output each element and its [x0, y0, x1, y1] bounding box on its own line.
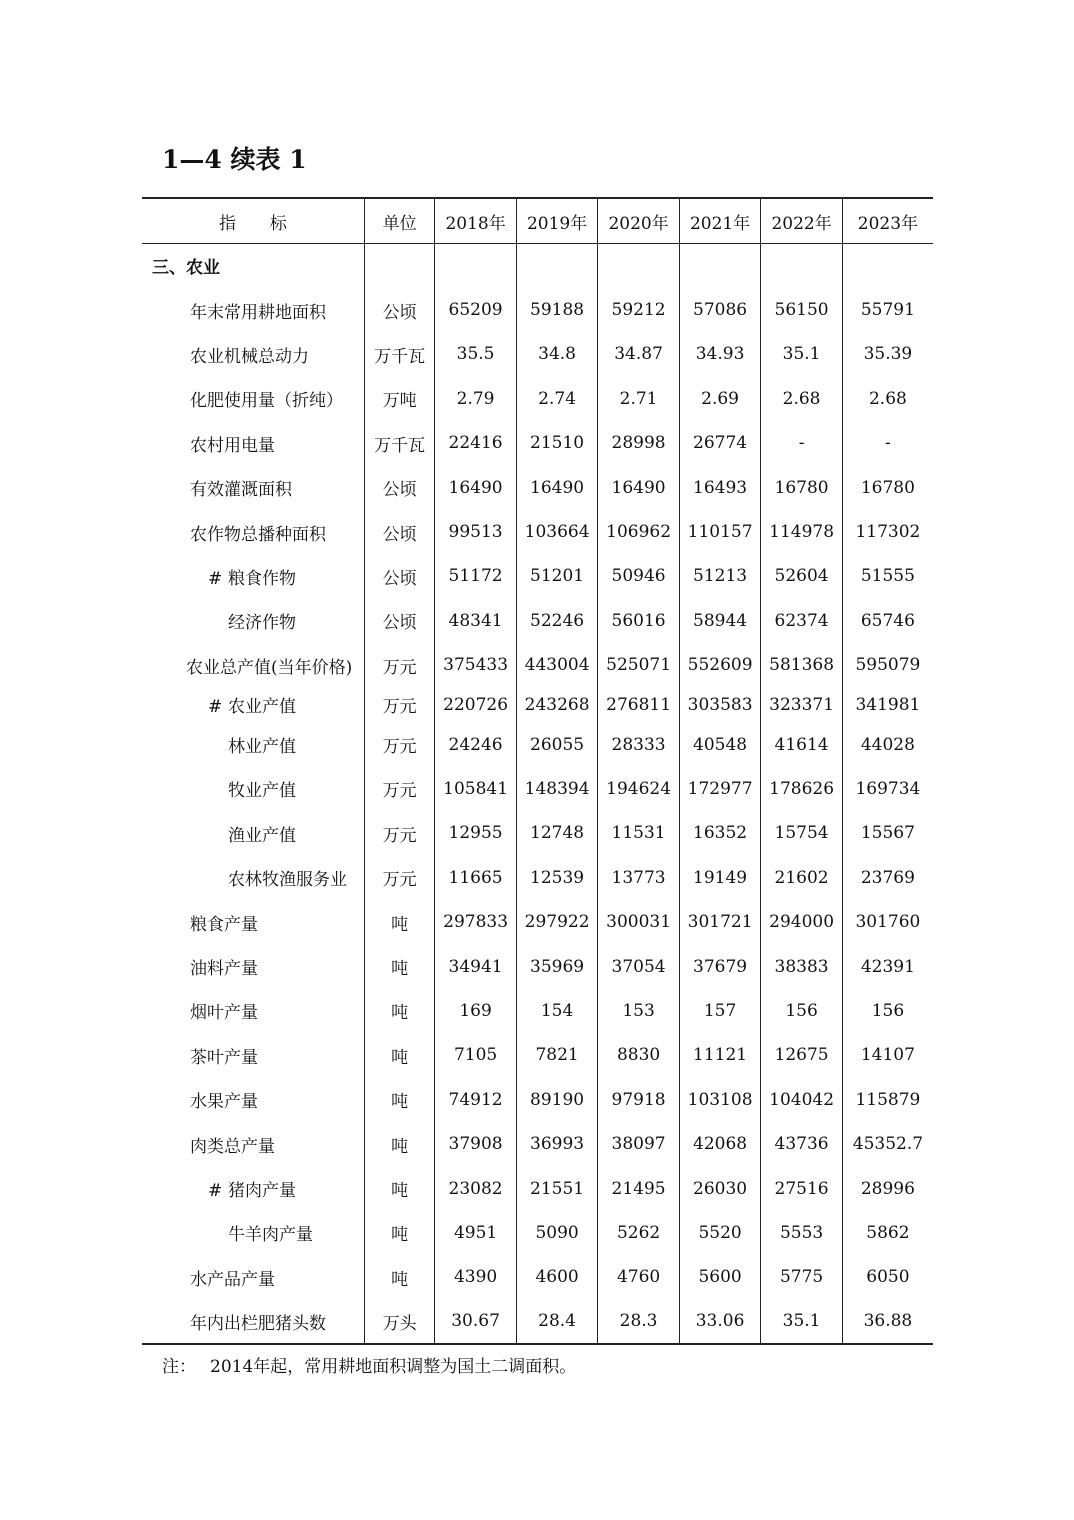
cell-value: 4951: [435, 1211, 517, 1255]
subitem-marker: #: [208, 568, 223, 589]
row-label: 经济作物: [228, 613, 296, 634]
row-unit: 万元: [364, 856, 434, 900]
cell-value: 30.67: [435, 1299, 517, 1343]
cell-value: 52246: [516, 599, 598, 643]
cell-value: 43736: [761, 1122, 843, 1166]
cell-value: 12748: [516, 811, 598, 855]
cell-value: 297922: [516, 900, 598, 944]
cell-value: 11665: [435, 856, 517, 900]
table-row: [142, 722, 933, 766]
cell-value: 552609: [679, 643, 761, 687]
cell-value: 37679: [679, 944, 761, 988]
table-row: [142, 643, 933, 687]
cell-value: 57086: [679, 288, 761, 332]
cell-value: 35.1: [761, 332, 843, 376]
row-label: 年内出栏肥猪头数: [190, 1313, 326, 1334]
row-unit: 万元: [364, 687, 434, 722]
cell-value: 104042: [761, 1078, 843, 1122]
cell-value: 16493: [679, 465, 761, 509]
cell-value: 153: [598, 989, 680, 1033]
subitem-marker: #: [208, 697, 223, 718]
cell-value: 106962: [598, 510, 680, 554]
cell-value: 28996: [842, 1166, 933, 1210]
row-unit: 万千瓦: [364, 421, 434, 465]
cell-value: 34.87: [598, 332, 680, 376]
cell-value: 44028: [842, 722, 933, 766]
cell-value: 23769: [842, 856, 933, 900]
row-label: 农林牧渔服务业: [228, 870, 347, 891]
cell-value: 56150: [761, 288, 843, 332]
section-heading: 三、农业: [152, 258, 220, 279]
cell-value: 4390: [435, 1255, 517, 1299]
row-unit: 万千瓦: [364, 332, 434, 376]
table-row: [142, 1078, 933, 1122]
table-row: [142, 599, 933, 643]
cell-value: 40548: [679, 722, 761, 766]
cell-value: 24246: [435, 722, 517, 766]
cell-value: 11121: [679, 1033, 761, 1077]
cell-value: 14107: [842, 1033, 933, 1077]
cell-value: 5520: [679, 1211, 761, 1255]
cell-value: 26030: [679, 1166, 761, 1210]
cell-value: 50946: [598, 554, 680, 598]
cell-value: 51555: [842, 554, 933, 598]
cell-value: 276811: [598, 687, 680, 722]
table-row: [142, 510, 933, 554]
row-label: 林业产值: [228, 737, 296, 758]
cell-value: 28998: [598, 421, 680, 465]
row-unit: 公顷: [364, 554, 434, 598]
cell-value: 7105: [435, 1033, 517, 1077]
row-label: 农业机械总动力: [190, 346, 309, 367]
cell-value: 89190: [516, 1078, 598, 1122]
cell-value: 4600: [516, 1255, 598, 1299]
cell-value: 148394: [516, 767, 598, 811]
cell-value: 297833: [435, 900, 517, 944]
table-row: [142, 421, 933, 465]
cell-value: 2.69: [679, 377, 761, 421]
row-unit: 万元: [364, 767, 434, 811]
cell-value: 19149: [679, 856, 761, 900]
cell-value: 169734: [842, 767, 933, 811]
cell-value: 21551: [516, 1166, 598, 1210]
table-row: [142, 767, 933, 811]
cell-value: 595079: [842, 643, 933, 687]
cell-value: 156: [761, 989, 843, 1033]
cell-value: 581368: [761, 643, 843, 687]
cell-value: 99513: [435, 510, 517, 554]
table-row: [142, 1166, 933, 1210]
cell-value: 13773: [598, 856, 680, 900]
cell-value: 16780: [842, 465, 933, 509]
row-label: 牛羊肉产量: [228, 1225, 313, 1246]
cell-value: 35969: [516, 944, 598, 988]
section-row: [142, 244, 933, 288]
cell-value: 21602: [761, 856, 843, 900]
cell-value: 36.88: [842, 1299, 933, 1343]
cell-value: 21495: [598, 1166, 680, 1210]
table-row: [142, 1211, 933, 1255]
cell-value: 16780: [761, 465, 843, 509]
row-label: 农业总产值(当年价格): [186, 657, 353, 678]
cell-value: 16490: [516, 465, 598, 509]
footnote: [162, 1352, 576, 1377]
table-row: [142, 687, 933, 722]
cell-value: -: [761, 421, 843, 465]
cell-value: 243268: [516, 687, 598, 722]
cell-value: 51172: [435, 554, 517, 598]
cell-value: 303583: [679, 687, 761, 722]
cell-value: 2.68: [761, 377, 843, 421]
table-row: [142, 1122, 933, 1166]
cell-value: 294000: [761, 900, 843, 944]
row-unit: 公顷: [364, 510, 434, 554]
cell-value: 34.8: [516, 332, 598, 376]
cell-value: 156: [842, 989, 933, 1033]
cell-value: 375433: [435, 643, 517, 687]
cell-value: 36993: [516, 1122, 598, 1166]
cell-value: 8830: [598, 1033, 680, 1077]
header-year-2022: 2022年: [761, 198, 843, 244]
header-unit: 单位: [364, 198, 434, 244]
cell-value: 115879: [842, 1078, 933, 1122]
cell-value: 443004: [516, 643, 598, 687]
cell-value: 15567: [842, 811, 933, 855]
table-row: [142, 465, 933, 509]
row-label: 烟叶产量: [190, 1003, 258, 1024]
header-year-2019: 2019年: [516, 198, 598, 244]
agriculture-table: [142, 197, 933, 1345]
cell-value: 157: [679, 989, 761, 1033]
cell-value: 12539: [516, 856, 598, 900]
cell-value: 2.68: [842, 377, 933, 421]
footnote-label: 注：: [162, 1357, 196, 1377]
cell-value: 12955: [435, 811, 517, 855]
footnote-text: 2014年起，常用耕地面积调整为国土二调面积。: [210, 1357, 577, 1377]
cell-value: 59188: [516, 288, 598, 332]
cell-value: 26774: [679, 421, 761, 465]
cell-value: 301760: [842, 900, 933, 944]
row-unit: 公顷: [364, 288, 434, 332]
cell-value: 34.93: [679, 332, 761, 376]
row-unit: 吨: [364, 1033, 434, 1077]
table-row: [142, 1299, 933, 1343]
cell-value: 2.71: [598, 377, 680, 421]
row-unit: 万元: [364, 722, 434, 766]
cell-value: 42068: [679, 1122, 761, 1166]
cell-value: 51213: [679, 554, 761, 598]
row-label: 渔业产值: [228, 825, 296, 846]
cell-value: 5553: [761, 1211, 843, 1255]
row-label: 粮食作物: [228, 568, 296, 589]
cell-value: 37908: [435, 1122, 517, 1166]
cell-value: 154: [516, 989, 598, 1033]
table-title: 1—4 续表 1: [162, 145, 307, 174]
row-unit: 吨: [364, 1122, 434, 1166]
cell-value: 2.74: [516, 377, 598, 421]
cell-value: 5862: [842, 1211, 933, 1255]
row-label: 农业产值: [228, 697, 296, 718]
header-year-2018: 2018年: [435, 198, 517, 244]
cell-value: 15754: [761, 811, 843, 855]
row-label: 水产品产量: [190, 1269, 275, 1290]
cell-value: 12675: [761, 1033, 843, 1077]
cell-value: 35.1: [761, 1299, 843, 1343]
table-row: [142, 989, 933, 1033]
table-row: [142, 856, 933, 900]
header-year-2020: 2020年: [598, 198, 680, 244]
row-unit: 万吨: [364, 377, 434, 421]
table-row: [142, 1255, 933, 1299]
row-label: 农作物总播种面积: [190, 524, 326, 545]
row-label: 油料产量: [190, 959, 258, 980]
table-row: [142, 944, 933, 988]
table-row: [142, 332, 933, 376]
cell-value: 5090: [516, 1211, 598, 1255]
cell-value: 341981: [842, 687, 933, 722]
cell-value: 178626: [761, 767, 843, 811]
cell-value: 110157: [679, 510, 761, 554]
cell-value: 16352: [679, 811, 761, 855]
cell-value: 41614: [761, 722, 843, 766]
cell-value: 103108: [679, 1078, 761, 1122]
cell-value: 103664: [516, 510, 598, 554]
row-unit: 万元: [364, 643, 434, 687]
row-label: 水果产量: [190, 1092, 258, 1113]
cell-value: 74912: [435, 1078, 517, 1122]
cell-value: 2.79: [435, 377, 517, 421]
cell-value: 38097: [598, 1122, 680, 1166]
cell-value: 301721: [679, 900, 761, 944]
cell-value: 65209: [435, 288, 517, 332]
header-indicator: 指 标: [142, 198, 364, 244]
cell-value: 35.5: [435, 332, 517, 376]
row-label: 茶叶产量: [190, 1047, 258, 1068]
cell-value: 28.3: [598, 1299, 680, 1343]
table-row: [142, 288, 933, 332]
cell-value: 220726: [435, 687, 517, 722]
row-label: 化肥使用量（折纯）: [190, 391, 343, 412]
cell-value: 117302: [842, 510, 933, 554]
cell-value: 65746: [842, 599, 933, 643]
cell-value: 194624: [598, 767, 680, 811]
cell-value: 48341: [435, 599, 517, 643]
cell-value: 59212: [598, 288, 680, 332]
header-year-2023: 2023年: [842, 198, 933, 244]
table-row: [142, 900, 933, 944]
row-label: 牧业产值: [228, 781, 296, 802]
row-unit: 万元: [364, 811, 434, 855]
row-label: 年末常用耕地面积: [190, 302, 326, 323]
cell-value: 56016: [598, 599, 680, 643]
cell-value: 169: [435, 989, 517, 1033]
cell-value: 55791: [842, 288, 933, 332]
cell-value: 4760: [598, 1255, 680, 1299]
cell-value: 5262: [598, 1211, 680, 1255]
subitem-marker: #: [208, 1181, 223, 1201]
row-unit: 公顷: [364, 465, 434, 509]
cell-value: 62374: [761, 599, 843, 643]
cell-value: 323371: [761, 687, 843, 722]
cell-value: 7821: [516, 1033, 598, 1077]
row-unit: 吨: [364, 989, 434, 1033]
cell-value: 35.39: [842, 332, 933, 376]
cell-value: 97918: [598, 1078, 680, 1122]
cell-value: 21510: [516, 421, 598, 465]
cell-value: 58944: [679, 599, 761, 643]
cell-value: 5775: [761, 1255, 843, 1299]
cell-value: -: [842, 421, 933, 465]
row-label: 有效灌溉面积: [190, 480, 292, 501]
cell-value: 42391: [842, 944, 933, 988]
table-row: [142, 1033, 933, 1077]
row-unit: 公顷: [364, 599, 434, 643]
cell-value: 105841: [435, 767, 517, 811]
cell-value: 525071: [598, 643, 680, 687]
cell-value: 300031: [598, 900, 680, 944]
row-unit: 吨: [364, 1078, 434, 1122]
cell-value: 6050: [842, 1255, 933, 1299]
cell-value: 23082: [435, 1166, 517, 1210]
row-label: 猪肉产量: [228, 1181, 296, 1201]
row-unit: 吨: [364, 900, 434, 944]
table-row: [142, 377, 933, 421]
cell-value: 28333: [598, 722, 680, 766]
cell-value: 5600: [679, 1255, 761, 1299]
row-label: 肉类总产量: [190, 1136, 275, 1157]
row-unit: 吨: [364, 944, 434, 988]
table-row: [142, 554, 933, 598]
cell-value: 34941: [435, 944, 517, 988]
cell-value: 16490: [435, 465, 517, 509]
cell-value: 114978: [761, 510, 843, 554]
row-unit: 吨: [364, 1166, 434, 1210]
row-unit: 万头: [364, 1299, 434, 1343]
cell-value: 33.06: [679, 1299, 761, 1343]
cell-value: 11531: [598, 811, 680, 855]
row-label: 农村用电量: [190, 435, 275, 456]
cell-value: 52604: [761, 554, 843, 598]
cell-value: 38383: [761, 944, 843, 988]
cell-value: 51201: [516, 554, 598, 598]
table-row: [142, 811, 933, 855]
cell-value: 27516: [761, 1166, 843, 1210]
cell-value: 28.4: [516, 1299, 598, 1343]
header-year-2021: 2021年: [679, 198, 761, 244]
row-label: 粮食产量: [190, 914, 258, 935]
cell-value: 37054: [598, 944, 680, 988]
header-row: [142, 198, 933, 244]
row-unit: 吨: [364, 1255, 434, 1299]
cell-value: 22416: [435, 421, 517, 465]
row-unit: 吨: [364, 1211, 434, 1255]
cell-value: 45352.7: [842, 1122, 933, 1166]
cell-value: 26055: [516, 722, 598, 766]
cell-value: 16490: [598, 465, 680, 509]
cell-value: 172977: [679, 767, 761, 811]
